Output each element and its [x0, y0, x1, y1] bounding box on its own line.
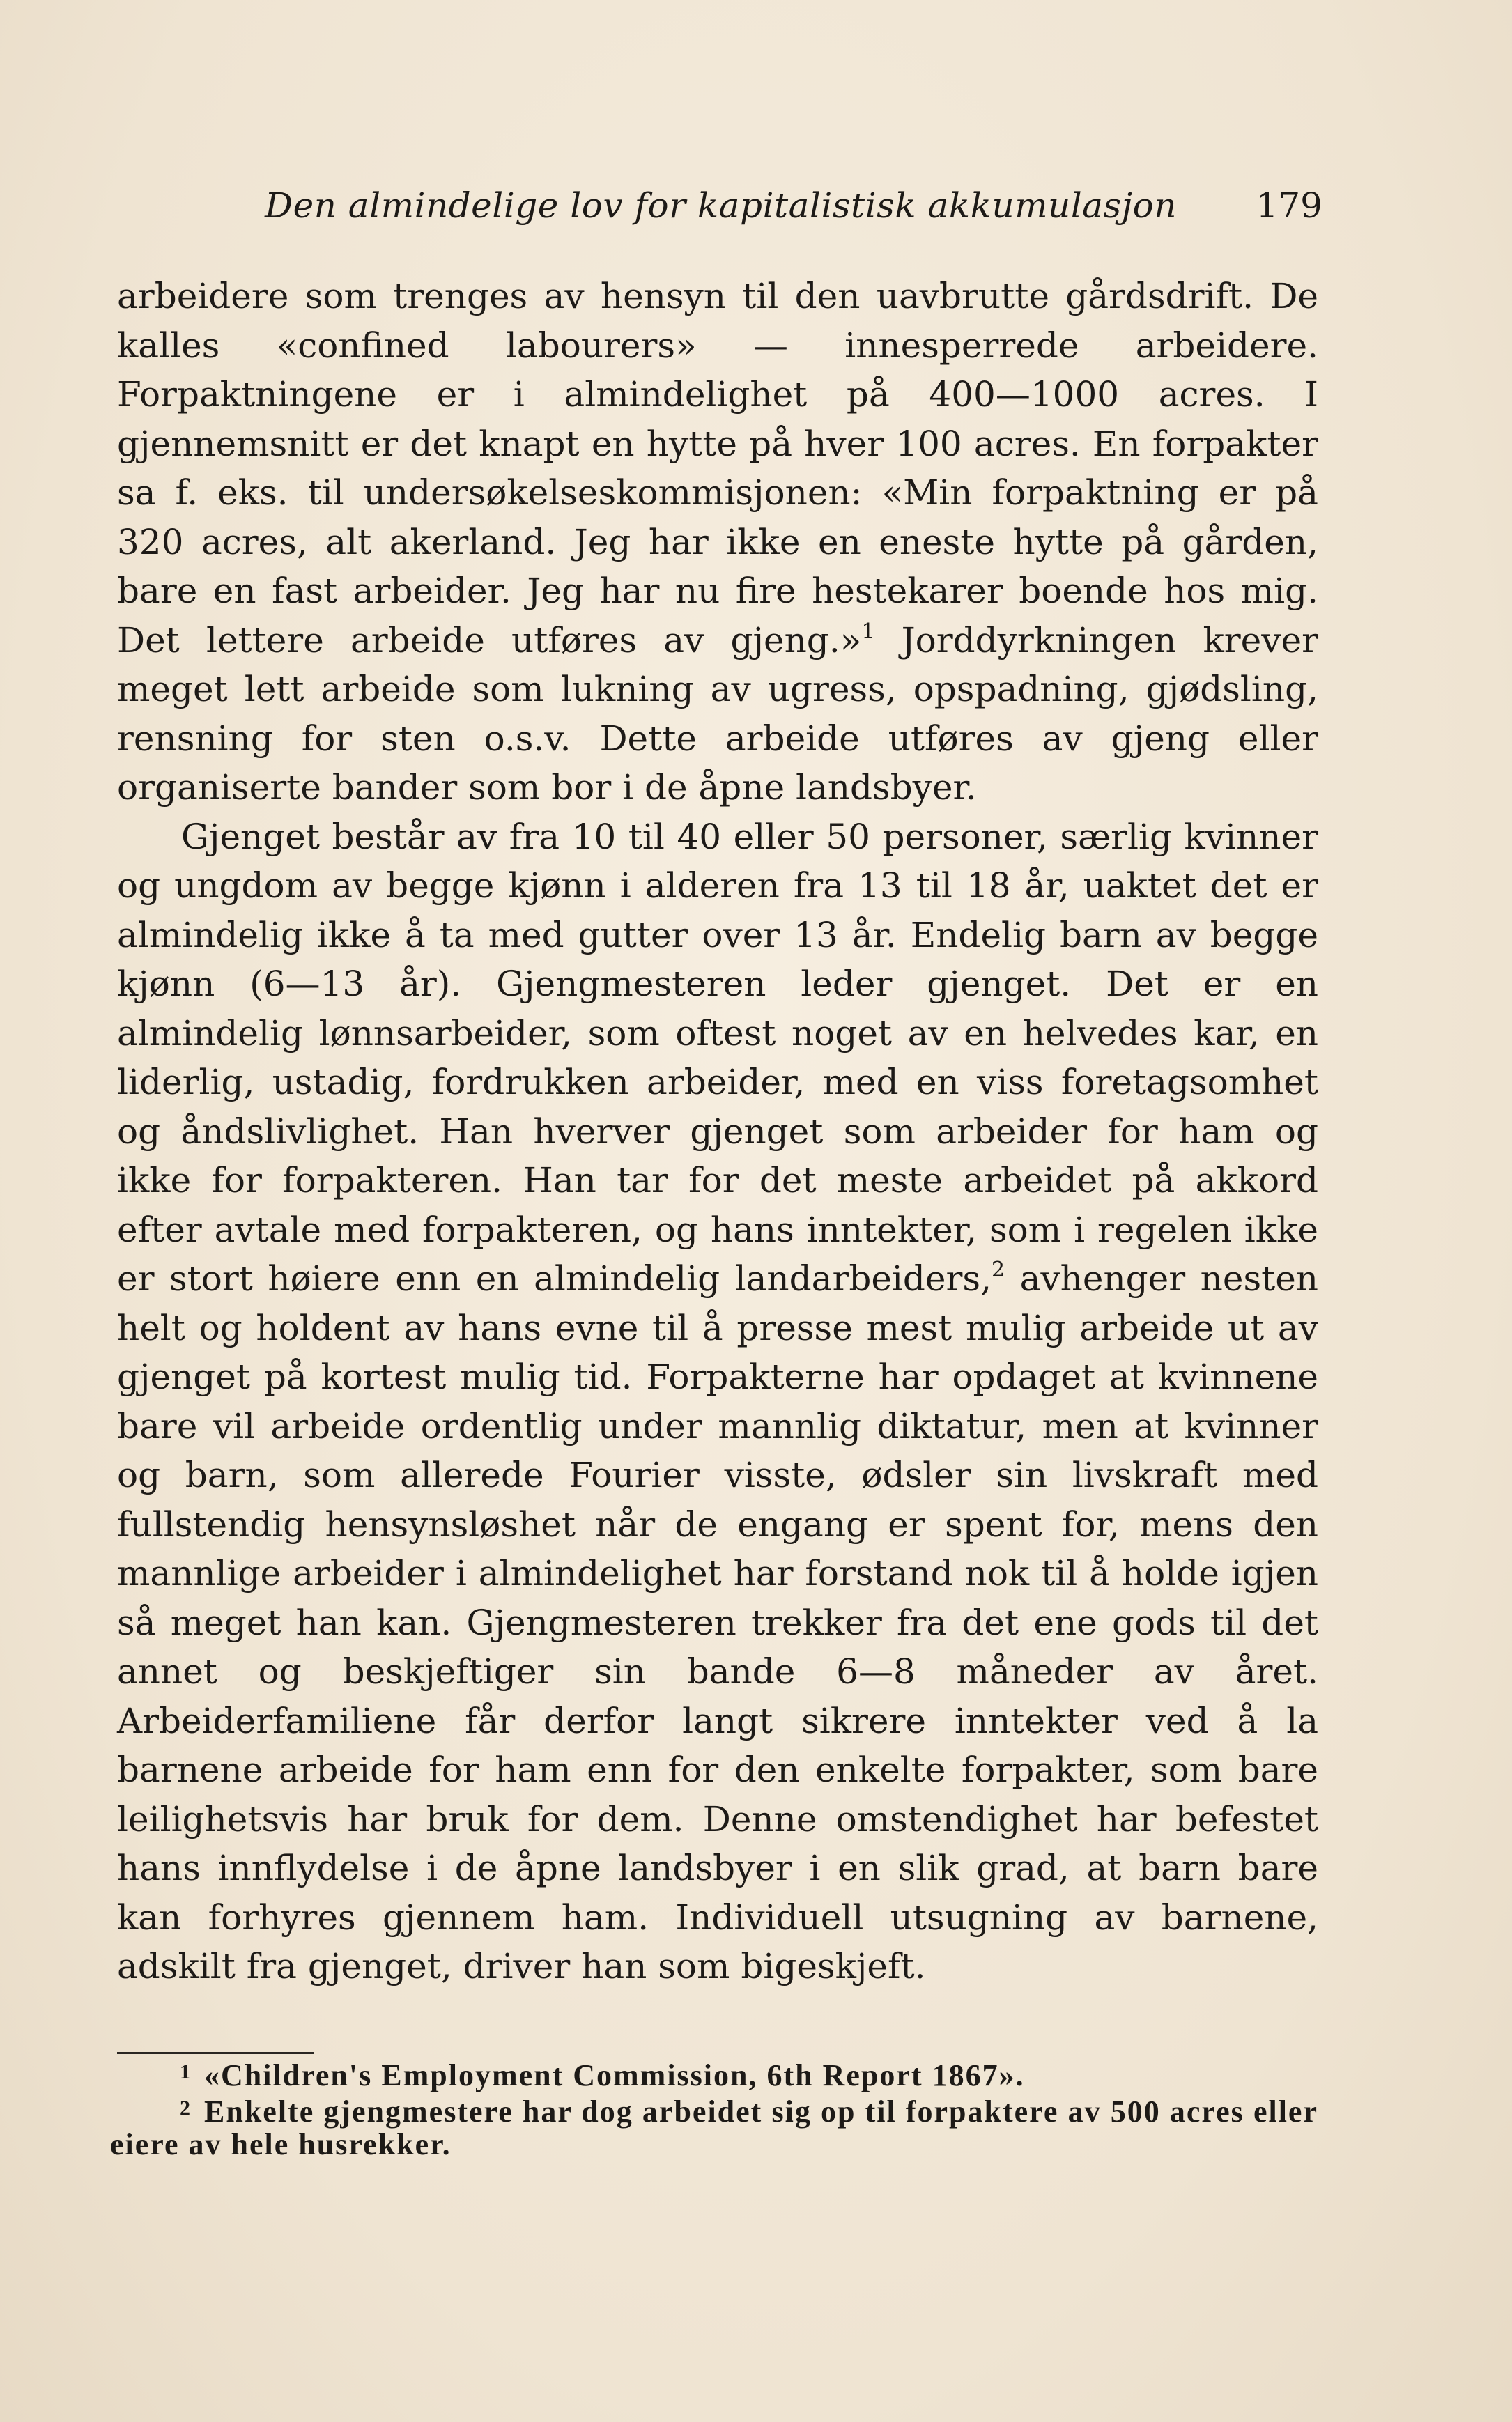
footnote-mark: 1	[180, 2060, 192, 2083]
main-text	[117, 272, 1318, 1991]
footnote-reference: 1	[861, 619, 875, 644]
paragraph-text: Jorddyrkningen krever meget lett arbeide som lukning av ugress, opspadning, gjødsling, rensning for sten o.s.v. Dette arbeide utføres av gjeng eller organiserte bander som bor i de åpne landsbyer.	[117, 619, 1318, 808]
footnote	[110, 2092, 1318, 2161]
footnote-text: Enkelte gjengmestere har dog arbeidet sig op til forpaktere av 500 acres eller eiere av hele husrekker.	[110, 2095, 1318, 2161]
footnote-reference: 2	[991, 1258, 1005, 1282]
running-title: Den almindelige lov for kapitalistisk akkumulasjon	[265, 185, 1177, 226]
paragraph	[117, 812, 1318, 1991]
footnote-divider	[117, 2052, 314, 2054]
paragraph-text: arbeidere som trenges av hensyn til den uavbrutte gårdsdrift. De kalles «confined labourers» — innesperrede arbeidere. Forpaktningene er i almindelighet på 400—1000 acres. I gjennemsnitt er det knapt en hytte på hver 100 acres. En forpakter sa f. eks. til undersøkelseskommisjonen: «Min forpaktning er på 320 acres, alt akerland. Jeg har ikke en eneste hytte på gården, bare en fast arbeider. Jeg har nu fire hestekarer boende hos mig. Det lettere arbeide utføres av gjeng.»	[117, 276, 1318, 661]
footnote	[110, 2055, 1318, 2092]
page-number: 179	[1256, 185, 1322, 226]
footnote-text: «Children's Employment Commission, 6th Report 1867».	[204, 2058, 1025, 2092]
footnote-mark: 2	[180, 2097, 192, 2120]
paragraph-text: Gjenget består av fra 10 til 40 eller 50 personer, særlig kvinner og ungdom av begge kjønn i alderen fra 13 til 18 år, uaktet det er almindelig ikke å ta med gutter over 13 år. Endelig barn av begge kjønn (6—13 år). Gjengmesteren leder gjenget. Det er en almindelig lønnsarbeider, som oftest noget av en helvedes kar, en liderlig, ustadig, fordrukken arbeider, med en viss foretagsomhet og åndslivlighet. Han hverver gjenget som arbeider for ham og ikke for forpakteren. Han tar for det meste arbeidet på akkord efter avtale med forpakteren, og hans inntekter, som i regelen ikke er stort høiere enn en almindelig landarbeiders,	[117, 816, 1318, 1299]
paragraph	[117, 272, 1318, 812]
paragraph-text: avhenger nesten helt og holdent av hans evne til å presse mest mulig arbeide ut av gjenget på kortest mulig tid. Forpakterne har opdaget at kvinnene bare vil arbeide ordentlig under mannlig diktatur, men at kvinner og barn, som allerede Fourier visste, ødsler sin livskraft med fullstendig hensynsløshet når de engang er spent for, mens den mannlige arbeider i almindelighet har forstand nok til å holde igjen så meget han kan. Gjengmesteren trekker fra det ene gods til det annet og beskjeftiger sin bande 6—8 måneder av året. Arbeiderfamiliene får derfor langt sikrere inntekter ved å la barnene arbeide for ham enn for den enkelte forpakter, som bare leilighetsvis har bruk for dem. Denne omstendighet har befestet hans innflydelse i de åpne landsbyer i en slik grad, at barn bare kan forhyres gjennem ham. Individuell utsugning av barnene, adskilt fra gjenget, driver han som bigeskjeft.	[117, 1258, 1319, 1987]
footnotes	[110, 2055, 1318, 2161]
running-head	[265, 178, 1322, 233]
